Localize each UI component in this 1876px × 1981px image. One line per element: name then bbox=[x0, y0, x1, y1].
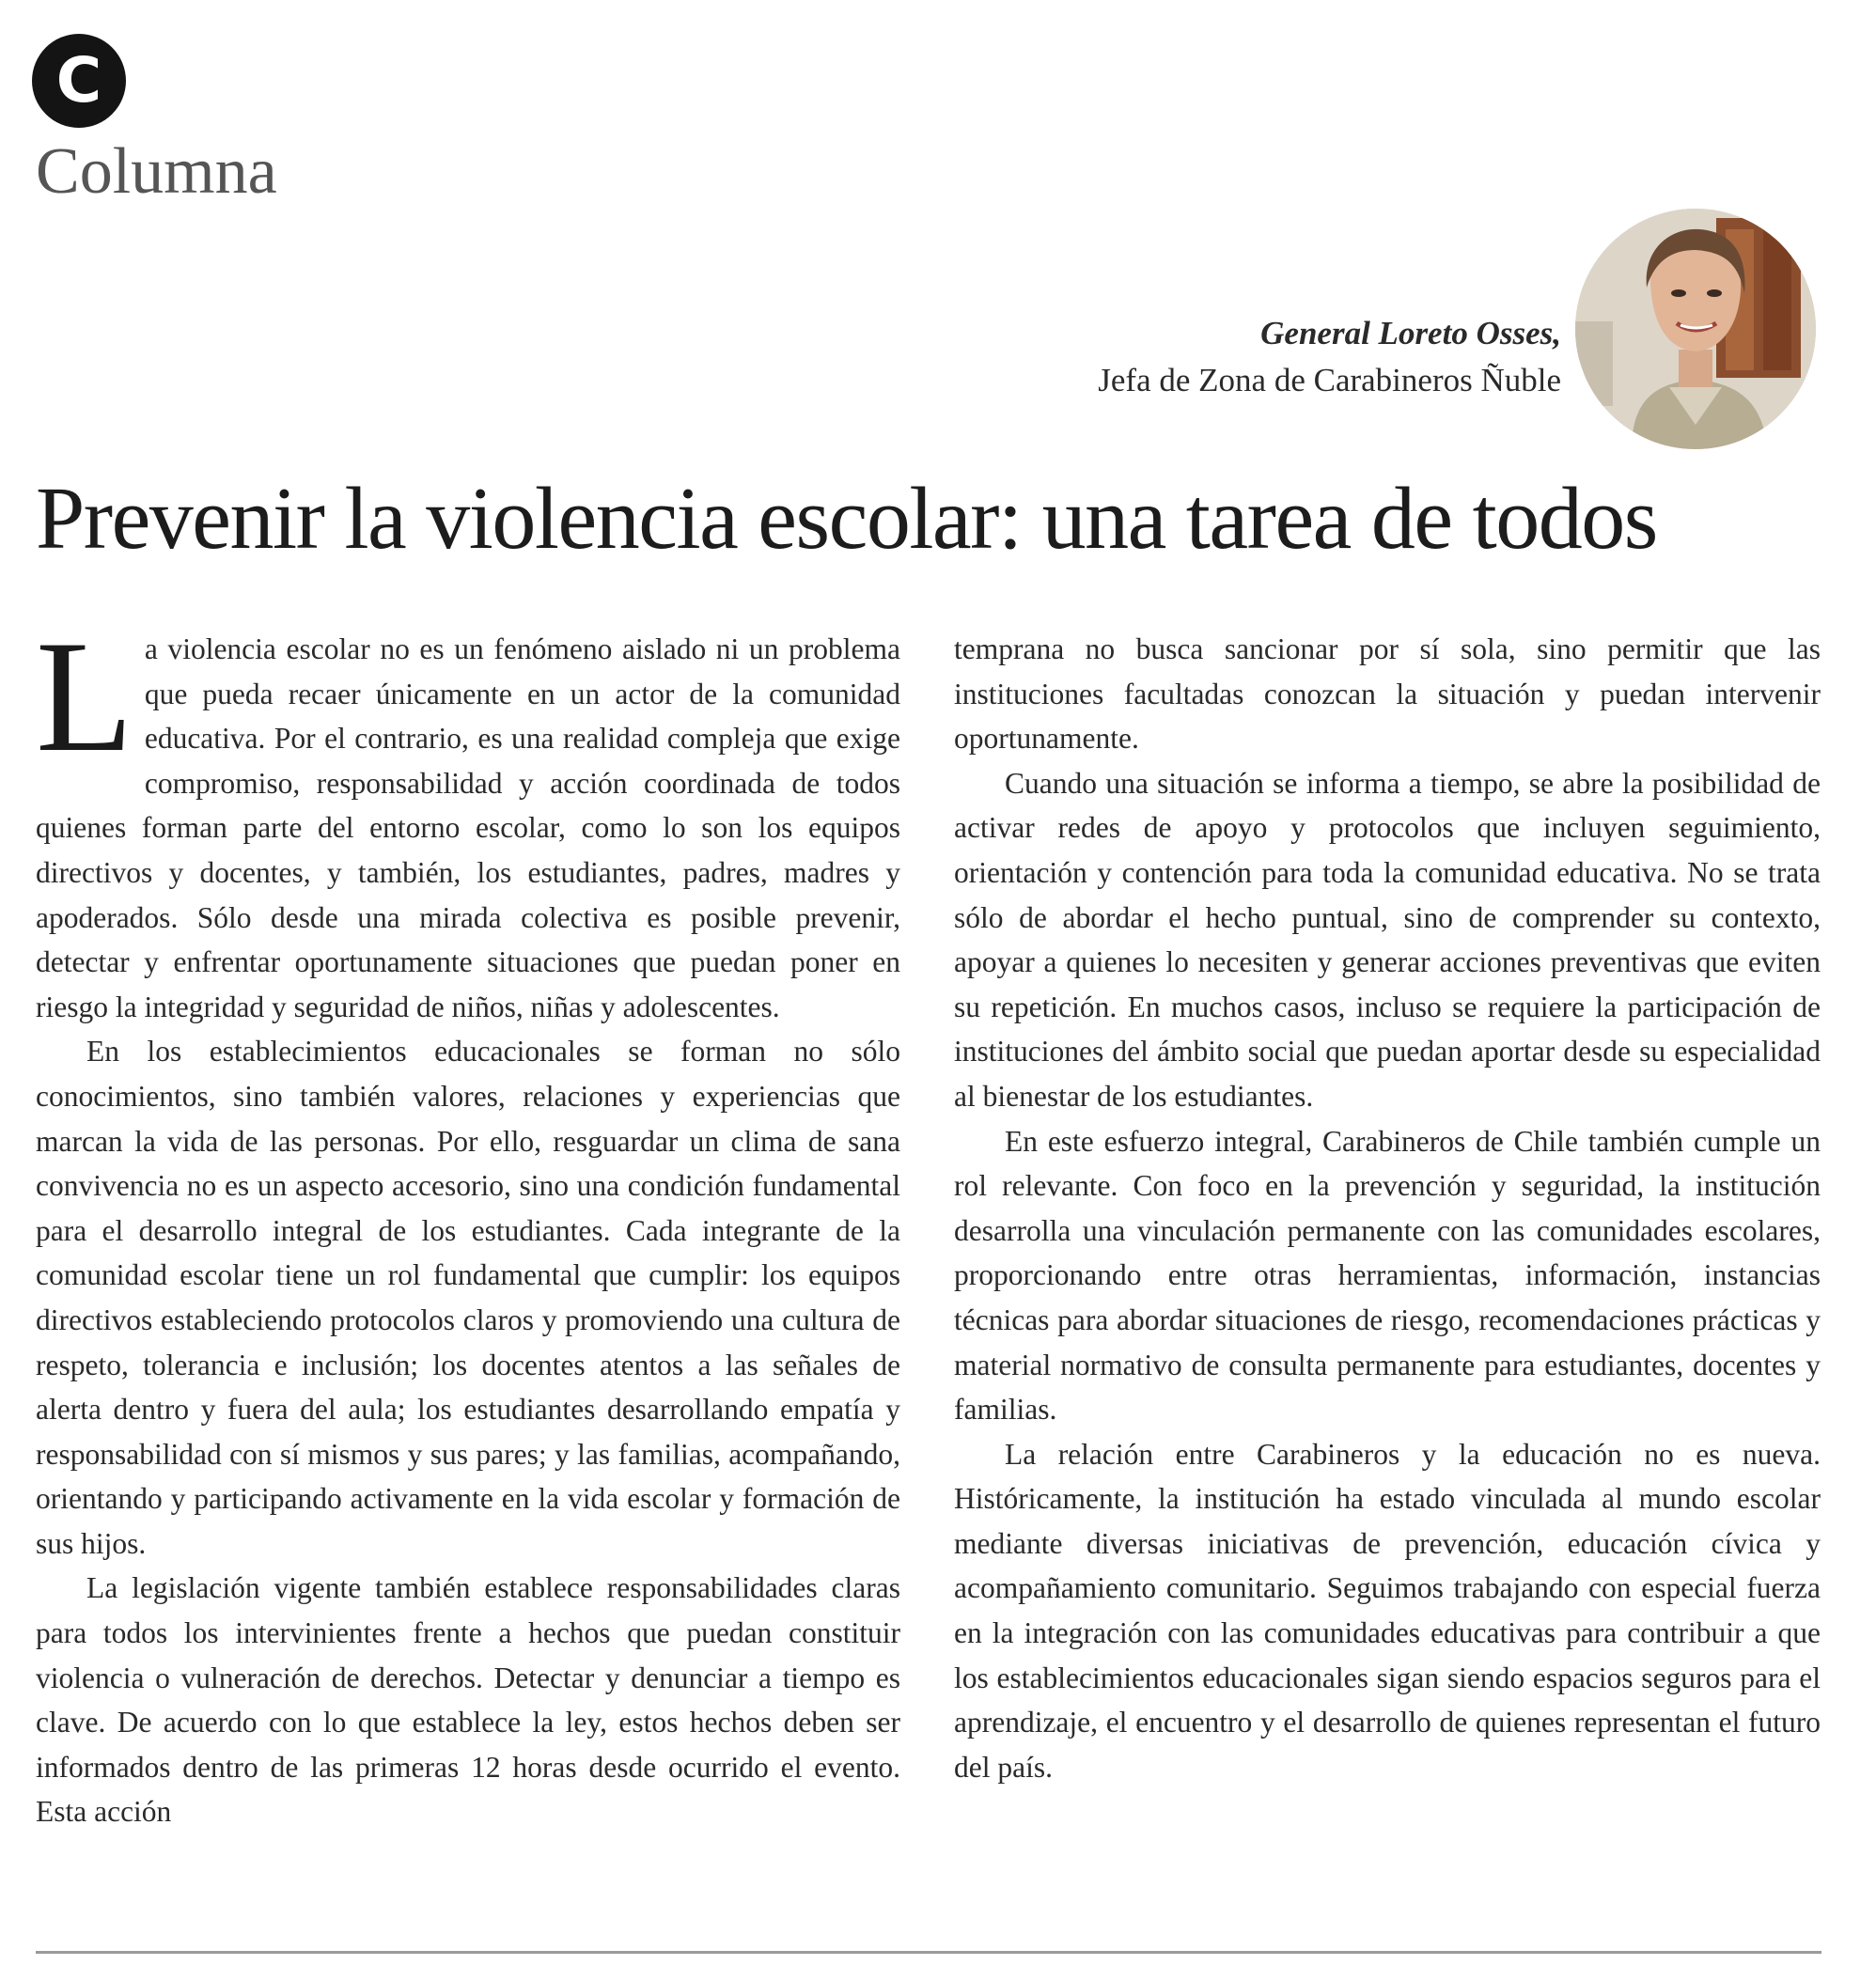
section-label: Columna bbox=[36, 135, 277, 208]
paragraph: temprana no busca sancionar por sí sola, sino permitir que las instituciones facultadas conozcan la situación y puedan intervenir oportunamente. bbox=[954, 632, 1821, 756]
badge-letter: C bbox=[55, 44, 102, 117]
headline: Prevenir la violencia escolar: una tarea de todos bbox=[36, 470, 1657, 568]
paragraph: En este esfuerzo integral, Carabineros de Chile también cumple un rol relevante. Con foco en la prevención y seguridad, la institución desarrolla una vinculación permanente con las comunidades escolares, proporcionando entre otras herramientas, información, instancias técnicas para abordar situaciones de riesgo, recomendaciones prácticas y material normativo de consulta permanente para estudiantes, docentes y familias. bbox=[954, 1124, 1821, 1427]
drop-cap: L bbox=[36, 608, 133, 785]
article-column-right bbox=[954, 627, 1821, 1789]
author-portrait-icon bbox=[1575, 209, 1816, 449]
article-column-left bbox=[36, 608, 900, 1834]
column-badge-icon bbox=[32, 34, 126, 128]
author-name: General Loreto Osses, bbox=[1260, 315, 1561, 351]
byline bbox=[1098, 310, 1561, 404]
paragraph: Cuando una situación se informa a tiempo, se abre la posibilidad de activar redes de apoyo y protocolos que incluyen seguimiento, orientación y contención para toda la comunidad educativa. No se trata sólo de abordar el hecho puntual, sino de comprender su contexto, apoyar a quienes lo necesiten y generar acciones preventivas que eviten su repetición. En muchos casos, incluso se requiere la participación de instituciones del ámbito social que puedan aportar desde su especialidad al bienestar de los estudiantes. bbox=[954, 766, 1821, 1113]
paragraph: La relación entre Carabineros y la educación no es nueva. Históricamente, la institución ha estado vinculada al mundo escolar mediante diversas iniciativas de prevención, educación cívica y acompañamiento comunitario. Seguimos trabajando con especial fuerza en la integración con las comunidades educativas para contribuir a que los establecimientos educacionales sigan siendo espacios seguros para el aprendizaje, el encuentro y el desarrollo de quienes representan el futuro del país. bbox=[954, 1437, 1821, 1784]
paragraph: En los establecimientos educacionales se forman no sólo conocimientos, sino también valores, relaciones y experiencias que marcan la vida de las personas. Por ello, resguardar un clima de sana convivencia no es un aspecto accesorio, sino una condición fundamental para el desarrollo integral de los estudiantes. Cada integrante de la comunidad escolar tiene un rol fundamental que cumplir: los equipos directivos estableciendo protocolos claros y promoviendo una cultura de respeto, tolerancia e inclusión; los docentes atentos a las señales de alerta dentro y fuera del aula; los estudiantes desarrollando empatía y responsabilidad con sí mismos y sus pares; y las familias, acompañando, orientando y participando activamente en la vida escolar y formación de sus hijos. bbox=[36, 1035, 900, 1560]
paragraph: La legislación vigente también establece responsabilidades claras para todos los intervinientes frente a hechos que puedan constituir violencia o vulneración de derechos. Detectar y denunciar a tiempo es clave. De acuerdo con lo que establece la ley, estos hechos deben ser informados dentro de las primeras 12 horas desde ocurrido el evento. Esta acción bbox=[36, 1571, 900, 1829]
paragraph-text: a violencia escolar no es un fenómeno aislado ni un problema que pueda recaer únicamente en un actor de la comunidad educativa. Por el contrario, es una realidad compleja que exige compromiso, responsabilidad y acción coordinada de todos quienes forman parte del entorno escolar, como lo son los equipos directivos y docentes, y también, los estudiantes, padres, madres y apoderados. Sólo desde una mirada colectiva es posible prevenir, detectar y enfrentar oportunamente situaciones que puedan poner en riesgo la integridad y seguridad de niños, niñas y adolescentes. bbox=[36, 632, 900, 1023]
paragraph bbox=[36, 608, 900, 1029]
author-role: Jefa de Zona de Carabineros Ñuble bbox=[1098, 362, 1561, 398]
bottom-divider bbox=[36, 1951, 1821, 1954]
